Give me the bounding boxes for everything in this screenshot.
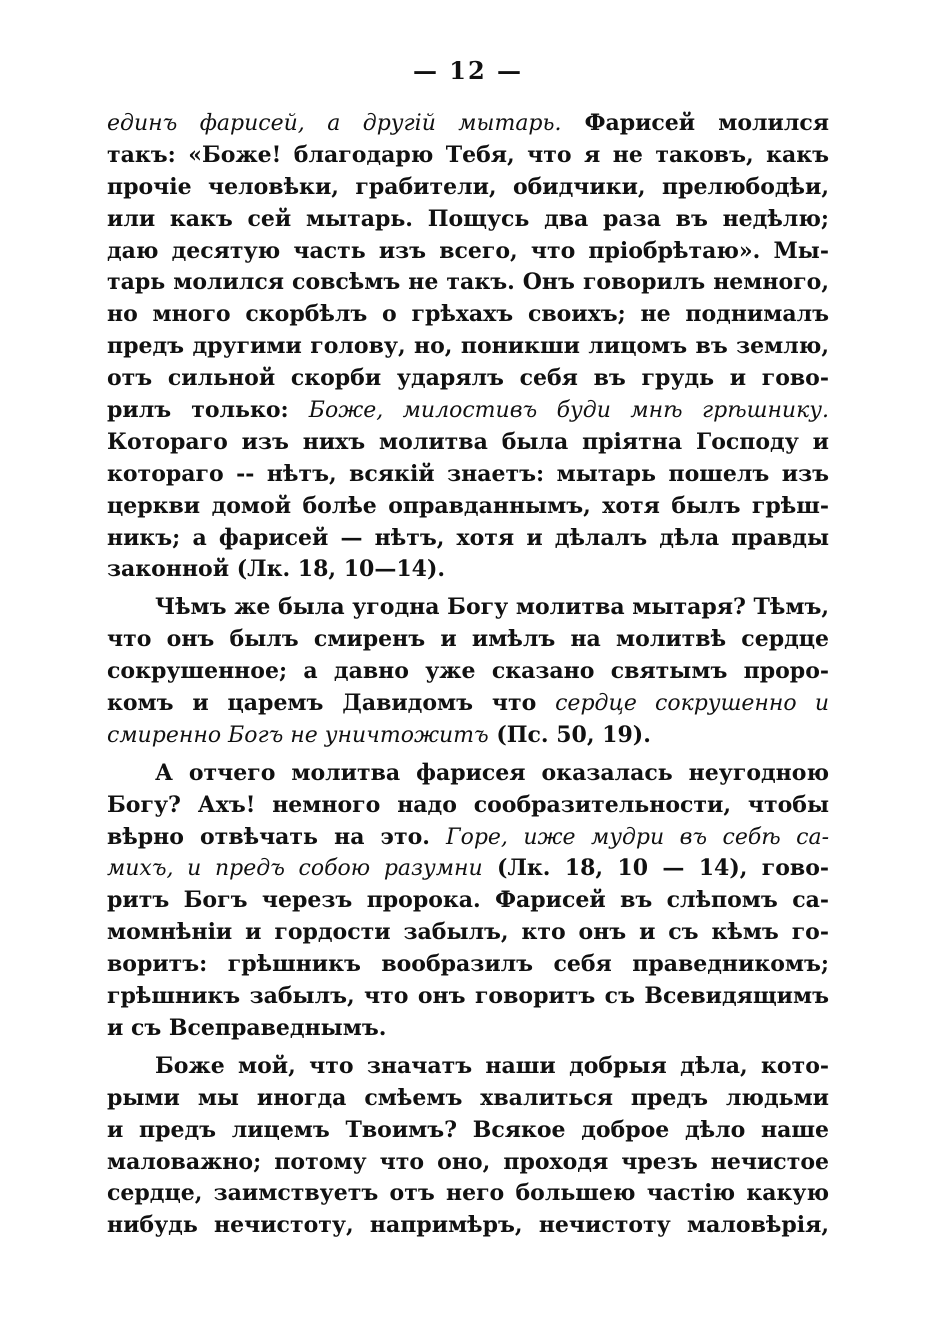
text-line: комъ и царемъ Давидомъ что сердце сокрушенно и (107, 690, 830, 717)
text-line: прочіе человѣки, грабители, обидчики, прелюбодѣи, (107, 173, 829, 200)
text-line: воритъ: грѣшникъ вообразилъ себя праведникомъ; (107, 951, 829, 978)
text-line: и съ Всеправеднымъ. (107, 1014, 387, 1041)
text-line: рыми мы иногда смѣемъ хвалиться предъ людьми (107, 1084, 829, 1111)
text-line: грѣшникъ забылъ, что онъ говоритъ съ Всевидящимъ (107, 983, 829, 1010)
text-line: и предъ лицемъ Твоимъ? Всякое доброе дѣло наше (107, 1116, 829, 1143)
text-line: нибудь нечистоту, напримѣръ, нечистоту маловѣрія, (107, 1212, 829, 1239)
text-line: никъ; а фарисей — нѣтъ, хотя и дѣлалъ дѣла правды (107, 524, 829, 551)
text-line: вѣрно отвѣчать на это. Горе, иже мудри въ себѣ са- (107, 823, 829, 850)
body-text (107, 108, 829, 1242)
text-line: законной (Лк. 18, 10—14). (107, 556, 446, 583)
text-line: момнѣніи и гордости забылъ, кто онъ и съ кѣмъ го- (107, 919, 829, 946)
text-line: Боже мой, что значатъ наши добрыя дѣла, кото- (155, 1052, 829, 1079)
text-line: что онъ былъ смиренъ и имѣлъ на молитвѣ сердце (107, 626, 829, 653)
text-line: такъ: «Боже! благодарю Тебя, что я не таковъ, какъ (107, 141, 829, 168)
text-line: котораго -- нѣтъ, всякій знаетъ: мытарь пошелъ изъ (107, 460, 829, 487)
text-line: ритъ Богъ черезъ пророка. Фарисей въ слѣпомъ са- (107, 887, 829, 914)
text-line: смиренно Богъ не уничтожитъ (Пс. 50, 19). (107, 721, 651, 748)
text-line: предъ другими голову, но, поникши лицомъ въ землю, (107, 333, 829, 360)
page-number: — 12 — (412, 56, 524, 85)
text-line: Котораго изъ нихъ молитва была пріятна Господу и (107, 428, 829, 455)
text-line: церкви домой болѣе оправданнымъ, хотя былъ грѣш- (107, 492, 829, 519)
text-line: Богу? Ахъ! немного надо сообразительности, чтобы (107, 791, 829, 818)
text-line: но много скорбѣлъ о грѣхахъ своихъ; не поднималъ (107, 301, 829, 328)
text-line: Чѣмъ же была угодна Богу молитва мытаря? Тѣмъ, (155, 594, 830, 621)
text-line: А отчего молитва фарисея оказалась неугодною (155, 759, 829, 786)
text-line: сердце, заимствуетъ отъ него большею частію какую (107, 1180, 829, 1207)
text-line: единъ фарисей, а другій мытарь. Фарисей молился (107, 110, 829, 136)
text-line: отъ сильной скорби ударялъ себя въ грудь и гово- (107, 365, 829, 392)
text-line: рилъ только: Боже, милостивъ буди мнѣ грѣшнику. (107, 397, 829, 424)
text-line: даю десятую часть изъ всего, что пріобрѣтаю». Мы- (107, 237, 829, 264)
text-line: или какъ сей мытарь. Пощусь два раза въ недѣлю; (107, 205, 829, 232)
text-line: тарь молился совсѣмъ не такъ. Онъ говорилъ немного, (107, 269, 829, 296)
text-line: михъ, и предъ собою разумни (Лк. 18, 10 — 14), гово- (107, 855, 829, 882)
text-line: маловажно; потому что оно, проходя чрезъ нечистое (107, 1148, 829, 1175)
text-line: сокрушенное; а давно уже сказано святымъ проро- (107, 658, 829, 685)
